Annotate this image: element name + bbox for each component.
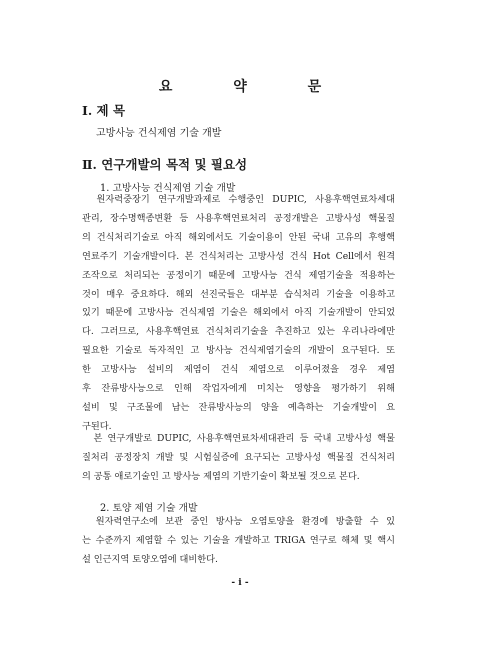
- paragraph-line: 설 인근지역 토양오염에 대비한다.: [82, 553, 218, 565]
- paragraph-line: 후 잔류방사능으로 인해 작업자에게 미치는 영향을 평가하기 위해: [82, 383, 395, 395]
- paragraph-line: 는 수준까지 제염할 수 있는 기술을 개발하고 TRIGA 연구로 해체 및 핵시: [82, 534, 395, 546]
- section1-subject: 고방사능 건식제염 기술 개발: [96, 128, 222, 139]
- paragraph-line: 연료주기 기술개발이다. 본 건식처리는 고방사성 건식 Hot Cell에서 원격: [82, 250, 395, 262]
- item1-heading: 1. 고방사능 건식제염 기술 개발: [100, 183, 236, 194]
- paragraph-line: 관리, 장수명핵종변환 등 사용후핵연료처리 공정개발은 고방사성 핵물질: [82, 212, 395, 224]
- paragraph-line: 한 고방사능 설비의 제염이 건식 제염으로 이루어졌을 경우 제염: [82, 364, 395, 376]
- paragraph-line: 조작으로 처리되는 공정이기 때문에 고방사능 건식 제염기술을 적용하는: [82, 269, 395, 281]
- page-number: - i -: [231, 578, 249, 588]
- section1-heading: Ⅰ. 제 목: [82, 103, 126, 118]
- paragraph-line: 있기 때문에 고방사능 건식제염 기술은 해외에서 아직 기술개발이 안되었: [82, 307, 395, 319]
- item1-paragraph-1: [82, 191, 395, 437]
- paragraph-line: 질처리 공정장치 개발 및 시험실증에 요구되는 고방사성 핵물질 건식처리: [82, 451, 395, 463]
- item2-paragraph: [82, 513, 395, 570]
- page-title: 요 약 문: [158, 79, 350, 95]
- item2-heading: 2. 토양 제염 기술 개발: [100, 503, 198, 514]
- paragraph-line: 의 공통 애로기술인 고 방사능 제염의 기반기술이 확보될 것으로 본다.: [82, 470, 360, 482]
- paragraph-line: 설비 및 구조물에 남는 잔류방사능의 양을 예측하는 기술개발이 요: [82, 401, 395, 413]
- paragraph-line: 의 건식처리기술로 아직 해외에서도 기술이용이 안된 국내 고유의 후행핵: [82, 231, 395, 243]
- paragraph-line: 구된다.: [82, 420, 112, 432]
- item1-paragraph-2: [82, 430, 395, 487]
- paragraph-line: 다. 그러므로, 사용후핵연료 건식처리기술을 추진하고 있는 우리나라에만: [82, 326, 395, 338]
- section2-heading: Ⅱ. 연구개발의 목적 및 필요성: [82, 157, 248, 172]
- paragraph-line: 본 연구개발로 DUPIC, 사용후핵연료차세대관리 등 국내 고방사성 핵물: [82, 433, 395, 444]
- paragraph-line: 필요한 기술로 독자적인 고 방사능 건식제염기술의 개발이 요구된다. 또: [82, 345, 395, 357]
- paragraph-line: 원자력중장기 연구개발과제로 수행중인 DUPIC, 사용후핵연료차세대: [82, 194, 395, 205]
- paragraph-line: 것이 매우 중요하다. 해외 선진국들은 대부분 습식처리 기술을 이용하고: [82, 288, 395, 300]
- paragraph-line: 원자력연구소에 보관 중인 방사능 오염토양을 환경에 방출할 수 있: [82, 516, 395, 527]
